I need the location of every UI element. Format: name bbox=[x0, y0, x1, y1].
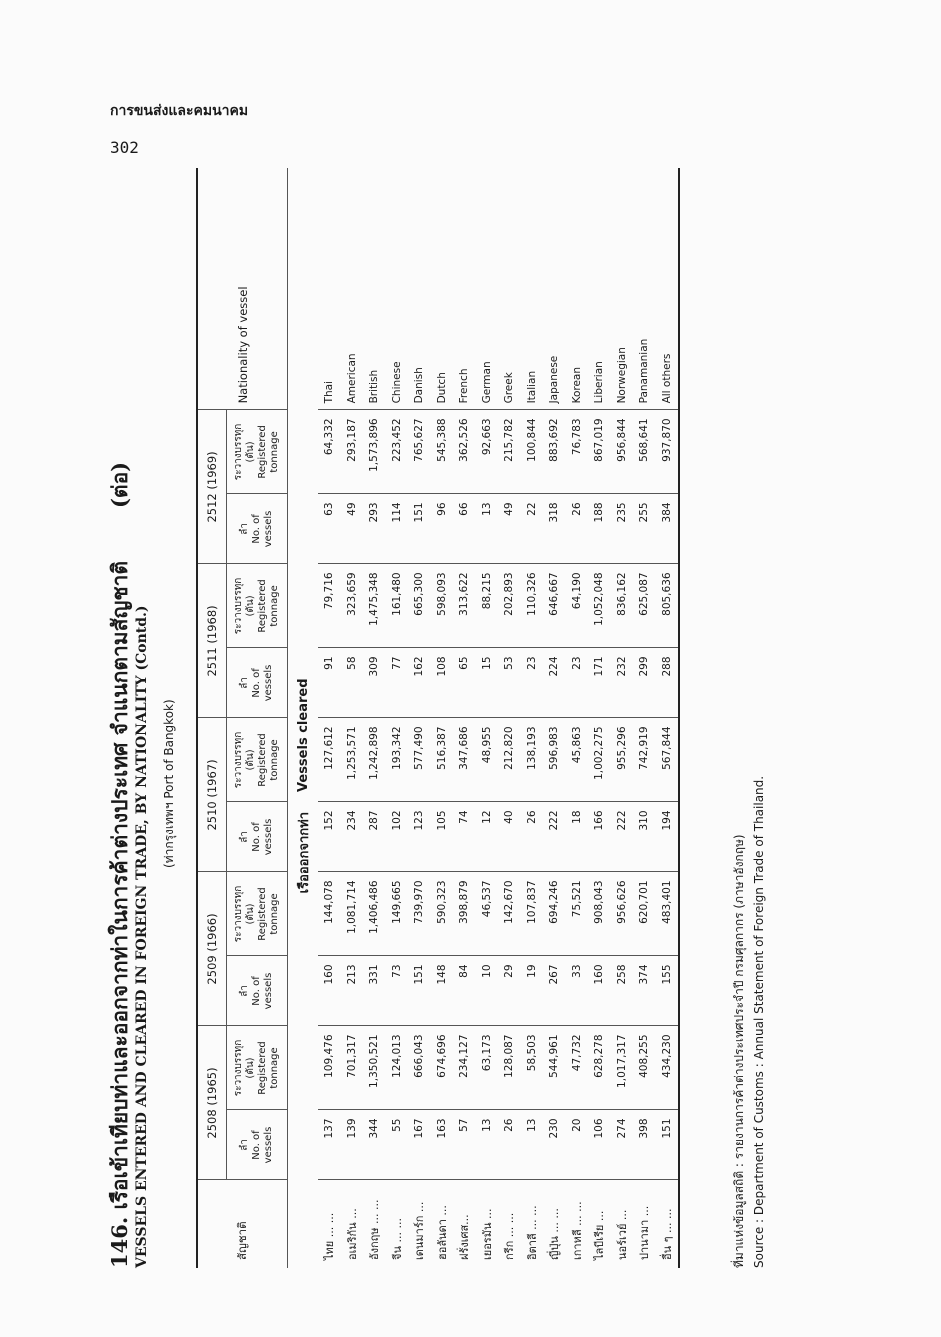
nationality-english: All others bbox=[656, 168, 680, 410]
vessels-count: 77 bbox=[386, 648, 409, 718]
registered-tonnage: 64,190 bbox=[566, 564, 589, 648]
vessels-count: 55 bbox=[386, 1110, 409, 1180]
vessels-count: 188 bbox=[588, 494, 611, 564]
vessels-count: 288 bbox=[656, 648, 680, 718]
nationality-english: Greek bbox=[498, 168, 521, 410]
vessels-count: 194 bbox=[656, 802, 680, 872]
vessels-header-english: No. of vessels bbox=[251, 510, 274, 548]
nationality-thai: อิตาลี ... ... bbox=[525, 1205, 539, 1260]
caption-thai: เรือออกจากท่า bbox=[288, 802, 319, 1180]
vessels-count: 12 bbox=[476, 802, 499, 872]
registered-tonnage: 867,019 bbox=[588, 410, 611, 494]
nationality-thai: เดนมาร์ก ... bbox=[413, 1201, 427, 1260]
registered-tonnage: 193,342 bbox=[386, 718, 409, 802]
nationality-thai: นอร์เวย์ ... bbox=[615, 1209, 629, 1260]
vessels-count: 22 bbox=[521, 494, 544, 564]
vessels-column-header bbox=[227, 1110, 288, 1180]
footnotes bbox=[730, 776, 774, 1268]
footnote-english: Source : Department of Customs : Annual Statement of Foreign Trade of Thailand. bbox=[752, 775, 766, 1268]
tonnage-header-english: Registered tonnage bbox=[257, 579, 280, 633]
registered-tonnage: 76,783 bbox=[566, 410, 589, 494]
registered-tonnage: 1,017,317 bbox=[611, 1026, 634, 1110]
registered-tonnage: 1,242,898 bbox=[363, 718, 386, 802]
vessels-count: 384 bbox=[656, 494, 680, 564]
vessels-count: 152 bbox=[318, 802, 341, 872]
table-row bbox=[521, 168, 544, 1268]
registered-tonnage: 144,078 bbox=[318, 872, 341, 956]
registered-tonnage: 75,521 bbox=[566, 872, 589, 956]
vessels-count: 234 bbox=[341, 802, 364, 872]
nationality-thai: เกาหลี ... ... bbox=[570, 1201, 584, 1260]
table-row bbox=[408, 168, 431, 1268]
tonnage-column-header bbox=[227, 564, 288, 648]
vessels-count: 171 bbox=[588, 648, 611, 718]
tonnage-header-thai: ระวางบรรทุก bbox=[233, 885, 244, 943]
vessels-count: 162 bbox=[408, 648, 431, 718]
nationality-thai: ฮอลันดา ... bbox=[435, 1205, 449, 1260]
data-table-wrapper bbox=[196, 168, 718, 1268]
table-row bbox=[453, 168, 476, 1268]
nationality-english: French bbox=[453, 168, 476, 410]
registered-tonnage: 598,093 bbox=[431, 564, 454, 648]
registered-tonnage: 1,253,571 bbox=[341, 718, 364, 802]
vessels-header-thai: ลำ bbox=[239, 1139, 250, 1151]
registered-tonnage: 739,970 bbox=[408, 872, 431, 956]
vessels-count: 19 bbox=[521, 956, 544, 1026]
vessels-count: 123 bbox=[408, 802, 431, 872]
vessels-column-header bbox=[227, 494, 288, 564]
vessels-count: 73 bbox=[386, 956, 409, 1026]
vessels-count: 74 bbox=[453, 802, 476, 872]
vessels-count: 310 bbox=[633, 802, 656, 872]
port-subtitle: (ท่ากรุงเทพฯ Port of Bangkok) bbox=[162, 699, 176, 868]
registered-tonnage: 1,081,714 bbox=[341, 872, 364, 956]
registered-tonnage: 836,162 bbox=[611, 564, 634, 648]
table-titles bbox=[100, 158, 190, 1268]
year-header: 2511 (1968) bbox=[197, 564, 227, 718]
registered-tonnage: 956,626 bbox=[611, 872, 634, 956]
table-row bbox=[386, 168, 409, 1268]
vessels-column-header bbox=[227, 648, 288, 718]
registered-tonnage: 124,013 bbox=[386, 1026, 409, 1110]
title-english: VESSELS ENTERED AND CLEARED IN FOREIGN TRADE, BY NATIONALITY (Contd.) bbox=[134, 605, 150, 1268]
nationality-thai: อื่น ๆ ... ... bbox=[656, 1180, 680, 1268]
registered-tonnage: 128,087 bbox=[498, 1026, 521, 1110]
tonnage-header-thai: ระวางบรรทุก bbox=[233, 423, 244, 481]
caption-english: Vessels cleared bbox=[288, 410, 319, 802]
vessels-count: 309 bbox=[363, 648, 386, 718]
registered-tonnage: 765,627 bbox=[408, 410, 431, 494]
registered-tonnage: 88,215 bbox=[476, 564, 499, 648]
vessels-count: 13 bbox=[521, 1110, 544, 1180]
registered-tonnage: 234,127 bbox=[453, 1026, 476, 1110]
table-row bbox=[341, 168, 364, 1268]
registered-tonnage: 590,323 bbox=[431, 872, 454, 956]
nationality-english: Panamanian bbox=[633, 168, 656, 410]
registered-tonnage: 79,716 bbox=[318, 564, 341, 648]
registered-tonnage: 1,052,048 bbox=[588, 564, 611, 648]
nationality-english: Danish bbox=[408, 168, 431, 410]
nationality-thai-header: สัญชาติ bbox=[197, 1180, 288, 1268]
vessels-count: 49 bbox=[498, 494, 521, 564]
vessels-header-english: No. of vessels bbox=[251, 1126, 274, 1164]
registered-tonnage: 665,300 bbox=[408, 564, 431, 648]
registered-tonnage: 47,732 bbox=[566, 1026, 589, 1110]
tonnage-header-english: Registered tonnage bbox=[257, 887, 280, 941]
vessels-count: 331 bbox=[363, 956, 386, 1026]
tonnage-header-unit: (ตัน) bbox=[245, 1057, 256, 1079]
registered-tonnage: 58,503 bbox=[521, 1026, 544, 1110]
vessels-count: 63 bbox=[318, 494, 341, 564]
nationality-thai: จีน ... ... bbox=[390, 1218, 404, 1260]
nationality-english: Liberian bbox=[588, 168, 611, 410]
vessels-count: 57 bbox=[453, 1110, 476, 1180]
vessels-count: 84 bbox=[453, 956, 476, 1026]
vessels-count: 15 bbox=[476, 648, 499, 718]
caption-spacer bbox=[288, 168, 319, 410]
registered-tonnage: 908,043 bbox=[588, 872, 611, 956]
vessels-count: 114 bbox=[386, 494, 409, 564]
nationality-english: Korean bbox=[566, 168, 589, 410]
registered-tonnage: 362,526 bbox=[453, 410, 476, 494]
vessels-count: 274 bbox=[611, 1110, 634, 1180]
nationality-english: Italian bbox=[521, 168, 544, 410]
table-row bbox=[588, 168, 611, 1268]
vessels-count: 151 bbox=[408, 494, 431, 564]
registered-tonnage: 63,173 bbox=[476, 1026, 499, 1110]
vessels-count: 258 bbox=[611, 956, 634, 1026]
vessels-count: 96 bbox=[431, 494, 454, 564]
registered-tonnage: 434,230 bbox=[656, 1026, 680, 1110]
nationality-thai: ญี่ปุ่น ... ... bbox=[548, 1208, 562, 1260]
tonnage-header-english: Registered tonnage bbox=[257, 733, 280, 787]
vessels-count: 224 bbox=[543, 648, 566, 718]
registered-tonnage: 577,490 bbox=[408, 718, 431, 802]
vessels-count: 40 bbox=[498, 802, 521, 872]
nationality-english: British bbox=[363, 168, 386, 410]
nationality-thai: กรีก ... ... bbox=[503, 1212, 517, 1260]
vessels-count: 163 bbox=[431, 1110, 454, 1180]
registered-tonnage: 408,255 bbox=[633, 1026, 656, 1110]
registered-tonnage: 545,388 bbox=[431, 410, 454, 494]
vessels-count: 167 bbox=[408, 1110, 431, 1180]
vessels-column-header bbox=[227, 956, 288, 1026]
vessels-count: 160 bbox=[318, 956, 341, 1026]
table-body bbox=[318, 168, 679, 1268]
tonnage-column-header bbox=[227, 718, 288, 802]
vessels-header-thai: ลำ bbox=[239, 677, 250, 689]
nationality-thai: ไลบีเรีย ... bbox=[593, 1210, 607, 1260]
registered-tonnage: 398,879 bbox=[453, 872, 476, 956]
title-thai-contd: (ต่อ) bbox=[107, 461, 132, 508]
registered-tonnage: 45,863 bbox=[566, 718, 589, 802]
vessels-count: 137 bbox=[318, 1110, 341, 1180]
registered-tonnage: 46,537 bbox=[476, 872, 499, 956]
nationality-english: Japanese bbox=[543, 168, 566, 410]
tonnage-header-english: Registered tonnage bbox=[257, 1041, 280, 1095]
registered-tonnage: 100,844 bbox=[521, 410, 544, 494]
registered-tonnage: 1,573,896 bbox=[363, 410, 386, 494]
vessels-count: 230 bbox=[543, 1110, 566, 1180]
tonnage-header-unit: (ตัน) bbox=[245, 903, 256, 925]
vessels-count: 151 bbox=[656, 1110, 680, 1180]
vessels-count: 13 bbox=[476, 1110, 499, 1180]
vessels-count: 106 bbox=[588, 1110, 611, 1180]
vessels-count: 255 bbox=[633, 494, 656, 564]
registered-tonnage: 107,837 bbox=[521, 872, 544, 956]
registered-tonnage: 64,332 bbox=[318, 410, 341, 494]
tonnage-header-unit: (ตัน) bbox=[245, 749, 256, 771]
vessels-count: 293 bbox=[363, 494, 386, 564]
tonnage-header-unit: (ตัน) bbox=[245, 595, 256, 617]
vessels-header-thai: ลำ bbox=[239, 523, 250, 535]
table-row bbox=[318, 168, 341, 1268]
vessels-count: 299 bbox=[633, 648, 656, 718]
registered-tonnage: 313,622 bbox=[453, 564, 476, 648]
registered-tonnage: 161,480 bbox=[386, 564, 409, 648]
caption-row bbox=[288, 168, 319, 1268]
vessels-count: 26 bbox=[521, 802, 544, 872]
registered-tonnage: 805,636 bbox=[656, 564, 680, 648]
tonnage-column-header bbox=[227, 872, 288, 956]
table-row bbox=[633, 168, 656, 1268]
vessels-count: 20 bbox=[566, 1110, 589, 1180]
nationality-thai: เยอรมัน ... bbox=[480, 1208, 494, 1260]
year-header: 2512 (1969) bbox=[197, 410, 227, 564]
vessels-count: 151 bbox=[408, 956, 431, 1026]
vessels-count: 65 bbox=[453, 648, 476, 718]
vessels-header-english: No. of vessels bbox=[251, 818, 274, 856]
registered-tonnage: 110,326 bbox=[521, 564, 544, 648]
registered-tonnage: 1,406,486 bbox=[363, 872, 386, 956]
registered-tonnage: 883,692 bbox=[543, 410, 566, 494]
table-row bbox=[363, 168, 386, 1268]
vessels-count: 287 bbox=[363, 802, 386, 872]
registered-tonnage: 955,296 bbox=[611, 718, 634, 802]
nationality-english: Norwegian bbox=[611, 168, 634, 410]
nationality-thai: ฝรั่งเศส... bbox=[458, 1214, 472, 1260]
registered-tonnage: 674,696 bbox=[431, 1026, 454, 1110]
nationality-thai: อเมริกัน ... bbox=[345, 1208, 359, 1260]
registered-tonnage: 215,782 bbox=[498, 410, 521, 494]
vessels-header-english: No. of vessels bbox=[251, 972, 274, 1010]
registered-tonnage: 1,002,275 bbox=[588, 718, 611, 802]
page-header bbox=[110, 100, 248, 157]
title-thai bbox=[104, 461, 137, 1268]
registered-tonnage: 149,665 bbox=[386, 872, 409, 956]
registered-tonnage: 138,193 bbox=[521, 718, 544, 802]
tonnage-column-header bbox=[227, 1026, 288, 1110]
vessels-header-thai: ลำ bbox=[239, 831, 250, 843]
registered-tonnage: 223,452 bbox=[386, 410, 409, 494]
registered-tonnage: 92,663 bbox=[476, 410, 499, 494]
registered-tonnage: 628,278 bbox=[588, 1026, 611, 1110]
table-row bbox=[498, 168, 521, 1268]
table-row bbox=[611, 168, 634, 1268]
registered-tonnage: 212,820 bbox=[498, 718, 521, 802]
registered-tonnage: 625,087 bbox=[633, 564, 656, 648]
vessels-count: 102 bbox=[386, 802, 409, 872]
nationality-thai: อังกฤษ ... ... bbox=[368, 1199, 382, 1260]
registered-tonnage: 694,246 bbox=[543, 872, 566, 956]
section-title: การขนส่งและคมนาคม bbox=[110, 103, 249, 119]
nationality-thai: ปานามา ... bbox=[638, 1205, 652, 1260]
vessels-count: 18 bbox=[566, 802, 589, 872]
nationality-english: Thai bbox=[318, 168, 341, 410]
vessels-count: 23 bbox=[566, 648, 589, 718]
vessels-count: 155 bbox=[656, 956, 680, 1026]
vessels-count: 58 bbox=[341, 648, 364, 718]
vessels-count: 166 bbox=[588, 802, 611, 872]
vessels-count: 374 bbox=[633, 956, 656, 1026]
registered-tonnage: 620,701 bbox=[633, 872, 656, 956]
registered-tonnage: 937,870 bbox=[656, 410, 680, 494]
year-header: 2509 (1966) bbox=[197, 872, 227, 1026]
vessels-count: 10 bbox=[476, 956, 499, 1026]
vessels-count: 49 bbox=[341, 494, 364, 564]
vessels-count: 344 bbox=[363, 1110, 386, 1180]
registered-tonnage: 666,043 bbox=[408, 1026, 431, 1110]
nationality-english: American bbox=[341, 168, 364, 410]
registered-tonnage: 293,187 bbox=[341, 410, 364, 494]
tonnage-header-english: Registered tonnage bbox=[257, 425, 280, 479]
nationality-english: Chinese bbox=[386, 168, 409, 410]
nationality-english: Dutch bbox=[431, 168, 454, 410]
registered-tonnage: 202,893 bbox=[498, 564, 521, 648]
table-row bbox=[476, 168, 499, 1268]
registered-tonnage: 956,844 bbox=[611, 410, 634, 494]
vessels-count: 148 bbox=[431, 956, 454, 1026]
registered-tonnage: 109,476 bbox=[318, 1026, 341, 1110]
vessels-count: 213 bbox=[341, 956, 364, 1026]
registered-tonnage: 323,659 bbox=[341, 564, 364, 648]
page-number: 302 bbox=[110, 138, 139, 157]
vessels-header-thai: ลำ bbox=[239, 985, 250, 997]
vessels-count: 160 bbox=[588, 956, 611, 1026]
year-header: 2508 (1965) bbox=[197, 1026, 227, 1180]
vessels-count: 13 bbox=[476, 494, 499, 564]
tonnage-header-thai: ระวางบรรทุก bbox=[233, 577, 244, 635]
nationality-english: German bbox=[476, 168, 499, 410]
caption-spacer bbox=[288, 1180, 319, 1268]
registered-tonnage: 568,641 bbox=[633, 410, 656, 494]
nationality-english-header: Nationality of vessel bbox=[197, 168, 288, 410]
year-header: 2510 (1967) bbox=[197, 718, 227, 872]
vessels-count: 105 bbox=[431, 802, 454, 872]
vessels-count: 66 bbox=[453, 494, 476, 564]
vessels-count: 33 bbox=[566, 956, 589, 1026]
vessels-count: 26 bbox=[498, 1110, 521, 1180]
registered-tonnage: 567,844 bbox=[656, 718, 680, 802]
vessels-count: 318 bbox=[543, 494, 566, 564]
vessels-count: 29 bbox=[498, 956, 521, 1026]
vessels-count: 222 bbox=[611, 802, 634, 872]
registered-tonnage: 544,961 bbox=[543, 1026, 566, 1110]
rotated-table-sheet bbox=[100, 158, 780, 1268]
year-header-row bbox=[197, 168, 227, 1268]
registered-tonnage: 142,670 bbox=[498, 872, 521, 956]
registered-tonnage: 48,955 bbox=[476, 718, 499, 802]
table-row bbox=[431, 168, 454, 1268]
vessels-table bbox=[196, 168, 680, 1268]
vessels-count: 26 bbox=[566, 494, 589, 564]
vessels-count: 267 bbox=[543, 956, 566, 1026]
vessels-column-header bbox=[227, 802, 288, 872]
footnote-thai: ที่มาแห่งข้อมูลสถิติ : รายงานการค้าต่างประเทศประจำปี กรมศุลกากร (ภาษาอังกฤษ) bbox=[732, 834, 746, 1268]
registered-tonnage: 127,612 bbox=[318, 718, 341, 802]
registered-tonnage: 516,387 bbox=[431, 718, 454, 802]
registered-tonnage: 1,350,521 bbox=[363, 1026, 386, 1110]
registered-tonnage: 1,475,348 bbox=[363, 564, 386, 648]
registered-tonnage: 742,919 bbox=[633, 718, 656, 802]
vessels-header-english: No. of vessels bbox=[251, 664, 274, 702]
vessels-count: 139 bbox=[341, 1110, 364, 1180]
registered-tonnage: 596,983 bbox=[543, 718, 566, 802]
tonnage-header-thai: ระวางบรรทุก bbox=[233, 731, 244, 789]
table-row bbox=[543, 168, 566, 1268]
table-row bbox=[656, 168, 680, 1268]
registered-tonnage: 347,686 bbox=[453, 718, 476, 802]
vessels-count: 91 bbox=[318, 648, 341, 718]
vessels-count: 398 bbox=[633, 1110, 656, 1180]
vessels-count: 235 bbox=[611, 494, 634, 564]
tonnage-header-thai: ระวางบรรทุก bbox=[233, 1039, 244, 1097]
registered-tonnage: 701,317 bbox=[341, 1026, 364, 1110]
vessels-count: 232 bbox=[611, 648, 634, 718]
tonnage-column-header bbox=[227, 410, 288, 494]
table-row bbox=[566, 168, 589, 1268]
table-header bbox=[197, 168, 318, 1268]
tonnage-header-unit: (ตัน) bbox=[245, 441, 256, 463]
nationality-thai: ไทย ... ... bbox=[323, 1212, 337, 1260]
title-thai-text: 146. เรือเข้าเทียบท่าและออกจากท่าในการค้าต่างประเทศ จำแนกตามสัญชาติ bbox=[107, 560, 132, 1268]
vessels-count: 53 bbox=[498, 648, 521, 718]
registered-tonnage: 646,667 bbox=[543, 564, 566, 648]
registered-tonnage: 483,401 bbox=[656, 872, 680, 956]
vessels-count: 108 bbox=[431, 648, 454, 718]
vessels-count: 222 bbox=[543, 802, 566, 872]
vessels-count: 23 bbox=[521, 648, 544, 718]
